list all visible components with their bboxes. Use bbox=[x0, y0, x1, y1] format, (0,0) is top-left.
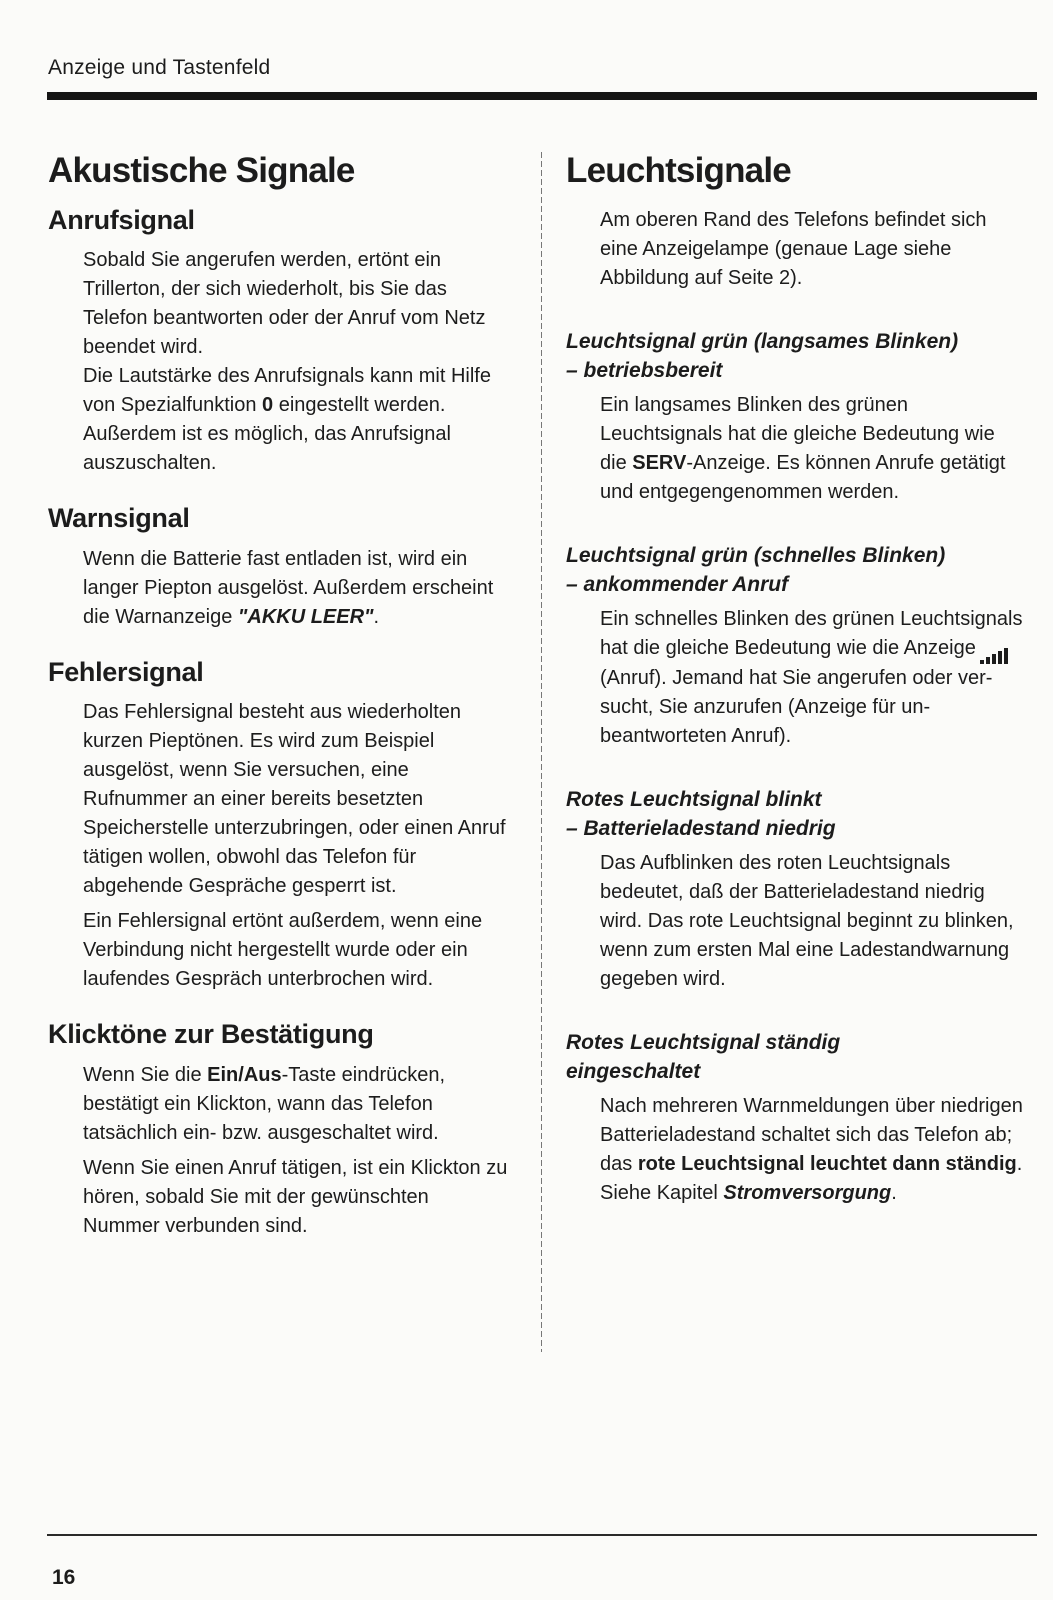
display-akku-leer: "AKKU LEER" bbox=[237, 605, 374, 628]
heading-anrufsignal: Anrufsignal bbox=[48, 205, 195, 235]
page-number: 16 bbox=[52, 1566, 76, 1589]
rot-blinkt-text: Das Aufblinken des roten Leuchtsignals bedeutet, daß der Batterieladestand niedrig wird. Das rote Leuchtsignal beginnt zu blinken, wenn zum ersten Mal eine Ladestandwarnung gegeben wird. bbox=[600, 852, 1014, 990]
key-serv: SERV bbox=[632, 452, 687, 474]
klicktoene-text-2: Wenn Sie einen Anruf tätigen, ist ein Klickton zu hören, sobald Sie mit der gewünschten Nummer verbunden sind. bbox=[83, 1156, 508, 1237]
gruen-langsam-text: Ein langsames Blinken des grünen Leuchtsignals hat die gleiche Bedeutung wie die SERV-Anzeige. Es können Anrufe getätigt und entgegengenommen werden. bbox=[600, 394, 1006, 503]
gruen-schnell-text: Ein schnelles Blinken des grünen Leuchtsignals hat die gleiche Bedeutung wie die Anzeige(Anruf). Jemand hat Sie angerufen oder versucht, Sie anzurufen (Anzeige für unbeantworteten Anruf). bbox=[600, 608, 1023, 747]
rot-staendig-text: Nach mehreren Warnmeldungen über niedrigen Batterieladestand schaltet sich das Telefon ab; das rote Leuchtsignal leuchtet dann ständig. Siehe Kapitel Stromversorgung. bbox=[600, 1095, 1023, 1204]
section-title-akustische-signale: Akustische Signale bbox=[48, 151, 355, 190]
warnsignal-text: Wenn die Batterie fast entladen ist, wird ein langer Piepton ausgelöst. Außerdem erscheint die Warnanzeige "AKKU LEER". bbox=[83, 547, 494, 628]
heading-warnsignal: Warnsignal bbox=[48, 503, 190, 534]
fehlersignal-text-1: Das Fehlersignal besteht aus wiederholten kurzen Pieptönen. Es wird zum Beispiel ausgelöst, wenn Sie versuchen, eine Rufnummer an einer bereits besetzten Speicherstelle unterzubringen, oder einen Anruf tätigen wollen, obwohl das Telefon für abgehende Gespräche gesperrt ist. bbox=[83, 701, 506, 898]
right-column bbox=[566, 150, 1026, 1208]
heading-klicktoene: Klicktöne zur Bestätigung bbox=[48, 1019, 374, 1050]
heading-rot-blinkt: Rotes Leuchtsignal blinkt – Batterieladestand niedrig bbox=[566, 788, 836, 840]
rot-leuchtsignal-emphasis: rote Leuchtsignal leuchtet dann ständig bbox=[637, 1153, 1017, 1175]
key-ein-aus: Ein/Aus bbox=[207, 1063, 282, 1086]
klicktoene-text-1: Wenn Sie die Ein/Aus-Taste eindrücken, bestätigt ein Klickton, wann das Telefon tatsächlich ein- bzw. ausgeschaltet wird. bbox=[83, 1063, 446, 1144]
key-zero: 0 bbox=[262, 394, 274, 417]
top-rule bbox=[47, 92, 1037, 100]
heading-rot-staendig: Rotes Leuchtsignal ständig eingeschaltet bbox=[566, 1031, 841, 1083]
left-column bbox=[48, 150, 508, 1241]
leuchtsignale-intro: Am oberen Rand des Telefons befindet sich eine Anzeigelampe (genaue Lage siehe Abbildung auf Seite 2). bbox=[600, 209, 987, 289]
fehlersignal-text-2: Ein Fehlersignal ertönt außerdem, wenn eine Verbindung nicht hergestellt wurde oder ein laufendes Gespräch unterbrochen wird. bbox=[83, 910, 483, 991]
heading-gruen-schnell: Leuchtsignal grün (schnelles Blinken) – ankommender Anruf bbox=[566, 544, 946, 596]
anrufsignal-text-1: Sobald Sie angerufen werden, ertönt ein Trillerton, der sich wiederholt, bis Sie das Telefon beantworten oder der Anruf vom Netz beendet wird. bbox=[83, 249, 486, 359]
signal-bars-icon bbox=[980, 635, 1010, 664]
heading-fehlersignal: Fehlersignal bbox=[48, 656, 204, 687]
section-title-leuchtsignale: Leuchtsignale bbox=[566, 151, 791, 190]
running-head: Anzeige und Tastenfeld bbox=[48, 56, 271, 79]
chapter-reference: Stromversorgung bbox=[723, 1182, 892, 1204]
column-divider bbox=[541, 152, 542, 1352]
bottom-rule bbox=[47, 1534, 1037, 1536]
anrufsignal-text-2: Die Lautstärke des Anrufsignals kann mit Hilfe von Spezialfunktion 0 eingestellt werden. Außerdem ist es möglich, das Anrufsignal auszuschalten. bbox=[83, 365, 491, 475]
heading-gruen-langsam: Leuchtsignal grün (langsames Blinken) – betriebsbereit bbox=[566, 330, 959, 382]
